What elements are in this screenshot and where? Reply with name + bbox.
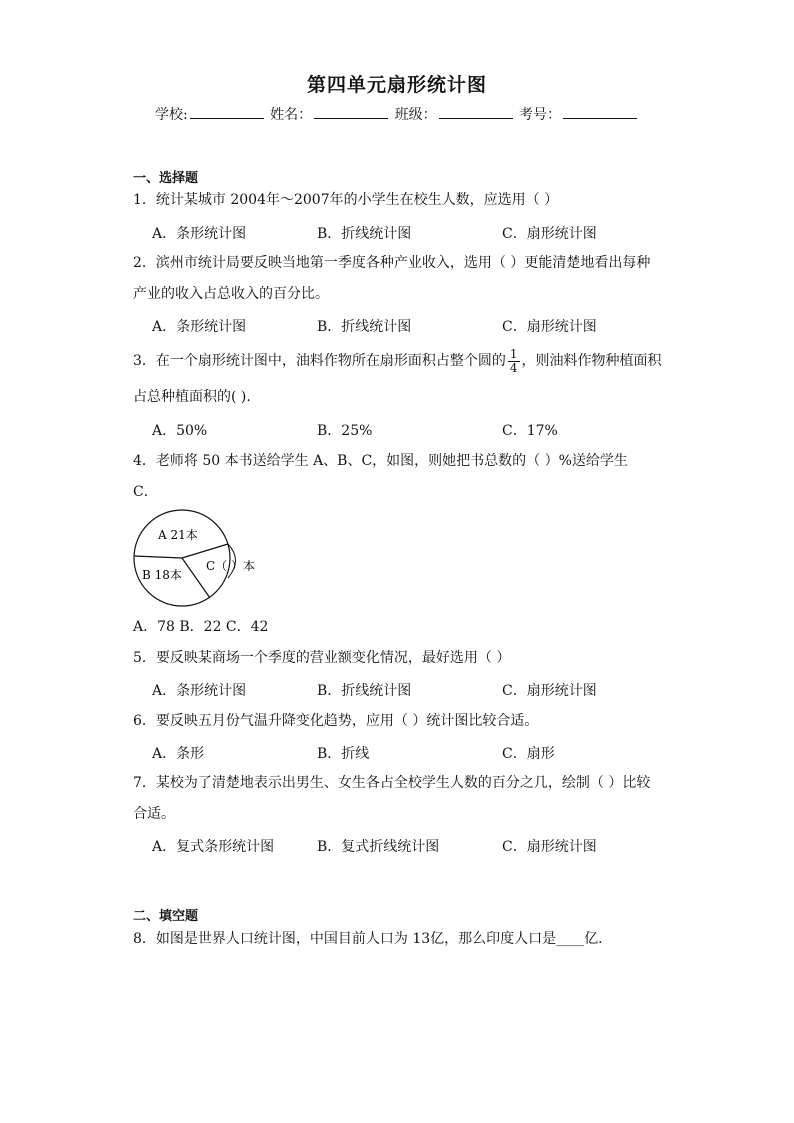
question-4-line-1: 4．老师将 50 本书送给学生 A、B、C，如图，则她把书总数的（ ）%送给学生 [133,453,628,469]
class-label: 班级： [394,107,437,123]
question-4-answers[interactable]: A．78 B．22 C．42 [133,619,269,635]
option-a[interactable]: A．复式条形统计图 [152,839,275,855]
question-6-options [152,743,672,763]
option-b[interactable]: B．复式折线统计图 [317,839,440,855]
question-1: 1．统计某城市 2004年～2007年的小学生在校生人数，应选用（ ） [133,192,559,208]
option-b[interactable]: B．25% [317,423,373,439]
question-8: 8．如图是世界人口统计图，中国目前人口为 13亿，那么印度人口是____亿． [133,931,613,947]
pie-label-c: C（ ）本 [206,559,255,573]
student-info-line [0,104,794,124]
school-label: 学校: [154,107,188,123]
question-7-line-1: 7．某校为了清楚地表示出男生、女生各占全校学生人数的百分之几，绘制（ ）比较 [133,775,651,791]
question-4-line-2: C． [133,484,158,500]
section-choice-title: 一、选择题 [133,171,199,186]
question-6: 6．要反映五月份气温升降变化趋势，应用（ ）统计图比较合适。 [133,713,539,729]
pie-label-b: B 18本 [142,568,182,582]
option-b[interactable]: B．折线统计图 [317,319,412,335]
question-3-line-1 [133,346,663,376]
option-c[interactable]: C．扇形统计图 [502,683,597,699]
class-blank[interactable] [439,106,513,119]
option-c[interactable]: C．17% [502,423,558,439]
option-c[interactable]: C．扇形统计图 [502,839,597,855]
question-3-text-post: ，则油料作物种植面积 [521,353,662,369]
school-blank[interactable] [190,106,264,119]
section-fill-title: 二、填空题 [133,909,199,924]
question-2-line-1: 2．滨州市统计局要反映当地第一季度各种产业收入，选用（ ）更能清楚地看出每种 [133,255,651,271]
exam-number-label: 考号： [519,107,562,123]
question-7-options [152,836,672,856]
option-c[interactable]: C．扇形统计图 [502,226,597,242]
name-label: 姓名： [270,107,313,123]
pie-label-a: A 21本 [158,528,198,542]
option-a[interactable]: A．条形统计图 [152,683,247,699]
question-3-line-2: 占总种植面积的( ). [133,389,251,405]
question-5: 5．要反映某商场一个季度的营业额变化情况，最好选用（ ） [133,650,511,666]
option-b[interactable]: B．折线统计图 [317,226,412,242]
question-7-line-2: 合适。 [133,806,175,822]
option-a[interactable]: A．条形 [152,746,205,762]
fraction-one-quarter: $\frac{1}{4}$ [509,346,518,375]
pie-divider-ac [182,544,228,558]
option-a[interactable]: A．条形统计图 [152,319,247,335]
question-3-text-pre: 3．在一个扇形统计图中，油料作物所在扇形面积占整个圆的 [133,353,506,369]
option-b[interactable]: B．折线统计图 [317,683,412,699]
option-a[interactable]: A．条形统计图 [152,226,247,242]
option-b[interactable]: B．折线 [317,746,370,762]
pie-divider-ab [134,556,182,558]
question-2-options [152,316,672,336]
question-2-line-2: 产业的收入占总收入的百分比。 [133,286,329,302]
question-1-options [152,223,672,243]
option-a[interactable]: A．50% [152,423,208,439]
exam-number-blank[interactable] [563,106,637,119]
question-3-options [152,420,672,440]
option-c[interactable]: C．扇形 [502,746,555,762]
page-title: 第四单元扇形统计图 [306,74,487,96]
question-5-options [152,680,672,700]
option-c[interactable]: C．扇形统计图 [502,319,597,335]
name-blank[interactable] [314,106,388,119]
book-distribution-pie-figure [128,508,273,608]
